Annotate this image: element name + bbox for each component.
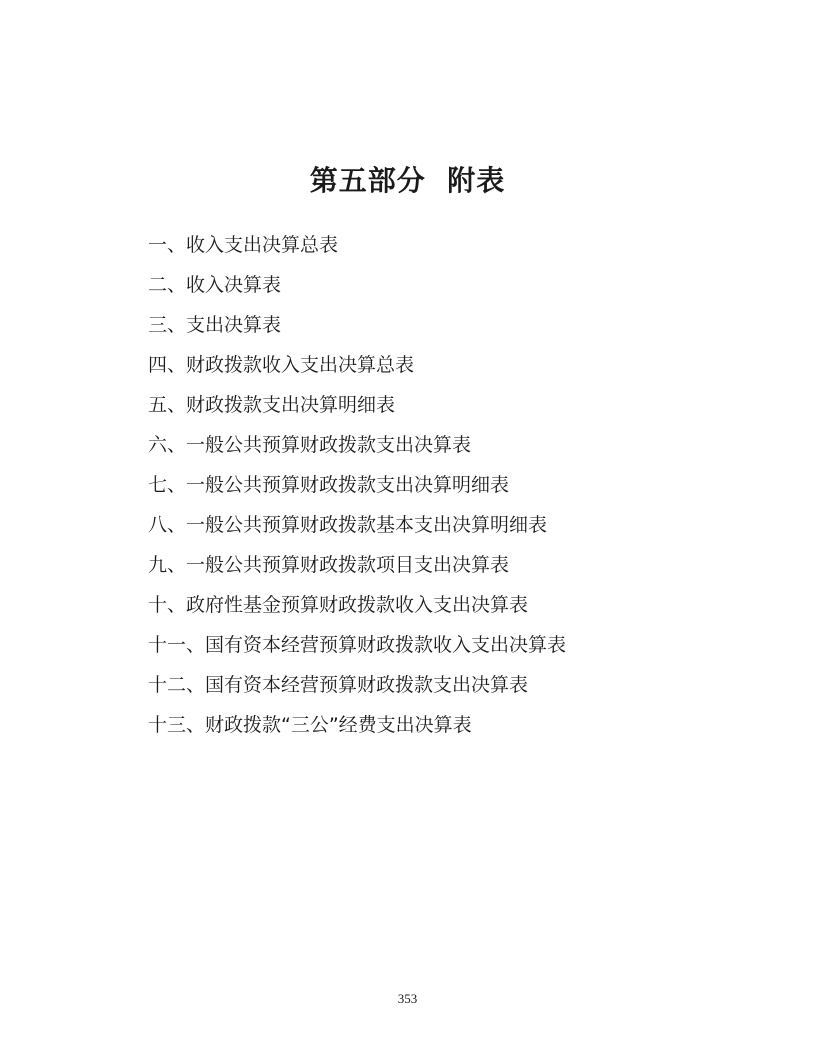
list-item: 八、一般公共预算财政拨款基本支出决算明细表 — [148, 514, 548, 536]
list-item: 六、一般公共预算财政拨款支出决算表 — [148, 434, 472, 456]
list-item: 二、收入决算表 — [148, 274, 282, 296]
list-item: 九、一般公共预算财政拨款项目支出决算表 — [148, 554, 510, 576]
list-item: 十、政府性基金预算财政拨款收入支出决算表 — [148, 594, 529, 616]
list-item: 十三、财政拨款“三公”经费支出决算表 — [148, 714, 472, 736]
list-item: 十二、国有资本经营预算财政拨款支出决算表 — [148, 674, 529, 696]
list-item: 一、收入支出决算总表 — [148, 234, 339, 256]
list-item: 三、支出决算表 — [148, 314, 282, 336]
page-number: 353 — [397, 991, 418, 1006]
appendix-table-list — [148, 228, 566, 748]
list-item: 五、财政拨款支出决算明细表 — [148, 394, 396, 416]
list-item: 十一、国有资本经营预算财政拨款收入支出决算表 — [148, 634, 567, 656]
page-title: 第五部分 附表 — [309, 163, 506, 197]
list-item: 七、一般公共预算财政拨款支出决算明细表 — [148, 474, 510, 496]
list-item: 四、财政拨款收入支出决算总表 — [148, 354, 415, 376]
